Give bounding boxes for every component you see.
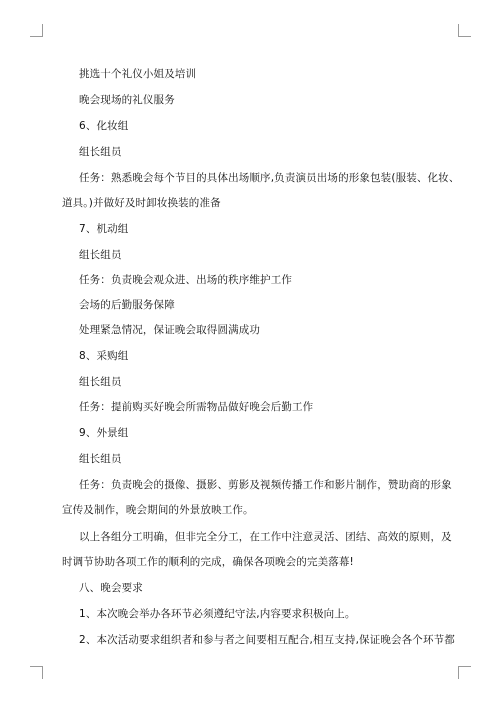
page-corner-mark-bottom-right (458, 666, 471, 679)
page-corner-mark-top-left (30, 24, 43, 37)
text-line: 1、本次晚会举办各环节必须遵纪守法,内容要求积极向上。 (79, 608, 356, 620)
section-heading: 6、化妆组 (79, 120, 129, 132)
text-line: 宣传及制作，晚会期间的外景放映工作。 (62, 504, 254, 516)
section-heading: 八、晚会要求 (79, 582, 143, 594)
text-line: 任务：提前购买好晚会所需物品做好晚会后勤工作 (79, 401, 314, 413)
text-line: 组长组员 (79, 453, 122, 465)
text-line: 挑选十个礼仪小姐及培训 (79, 68, 197, 80)
text-line: 组长组员 (79, 249, 122, 261)
text-line: 处理紧急情况，保证晚会取得圆满成功 (79, 324, 261, 336)
section-heading: 9、外景组 (79, 427, 129, 439)
text-line: 任务：负责晚会观众进、出场的秩序维护工作 (79, 274, 292, 286)
text-line: 晚会现场的礼仪服务 (79, 94, 175, 106)
text-line: 道具。)并做好及时卸妆换装的准备 (62, 197, 221, 209)
text-line: 组长组员 (79, 146, 122, 158)
text-line: 任务：负责晚会的摄像、摄影、剪影及视频传播工作和影片制作，赞助商的形象 (79, 479, 452, 491)
text-line: 以上各组分工明确，但非完全分工，在工作中注意灵活、团结、高效的原则，及 (79, 531, 452, 543)
text-line: 会场的后勤服务保障 (79, 299, 175, 311)
text-line: 任务：熟悉晚会每个节目的具体出场顺序,负责演员出场的形象包装(服装、化妆、 (79, 172, 460, 184)
page-corner-mark-bottom-left (30, 666, 43, 679)
text-line: 2、本次活动要求组织者和参与者之间要相互配合,相互支持,保证晚会各个环节都 (79, 634, 455, 646)
section-heading: 8、采购组 (79, 350, 129, 362)
text-line: 组长组员 (79, 376, 122, 388)
page-corner-mark-top-right (458, 24, 471, 37)
section-heading: 7、机动组 (79, 223, 129, 235)
text-line: 时调节协助各项工作的顺利的完成，确保各项晚会的完美落幕! (62, 556, 354, 568)
